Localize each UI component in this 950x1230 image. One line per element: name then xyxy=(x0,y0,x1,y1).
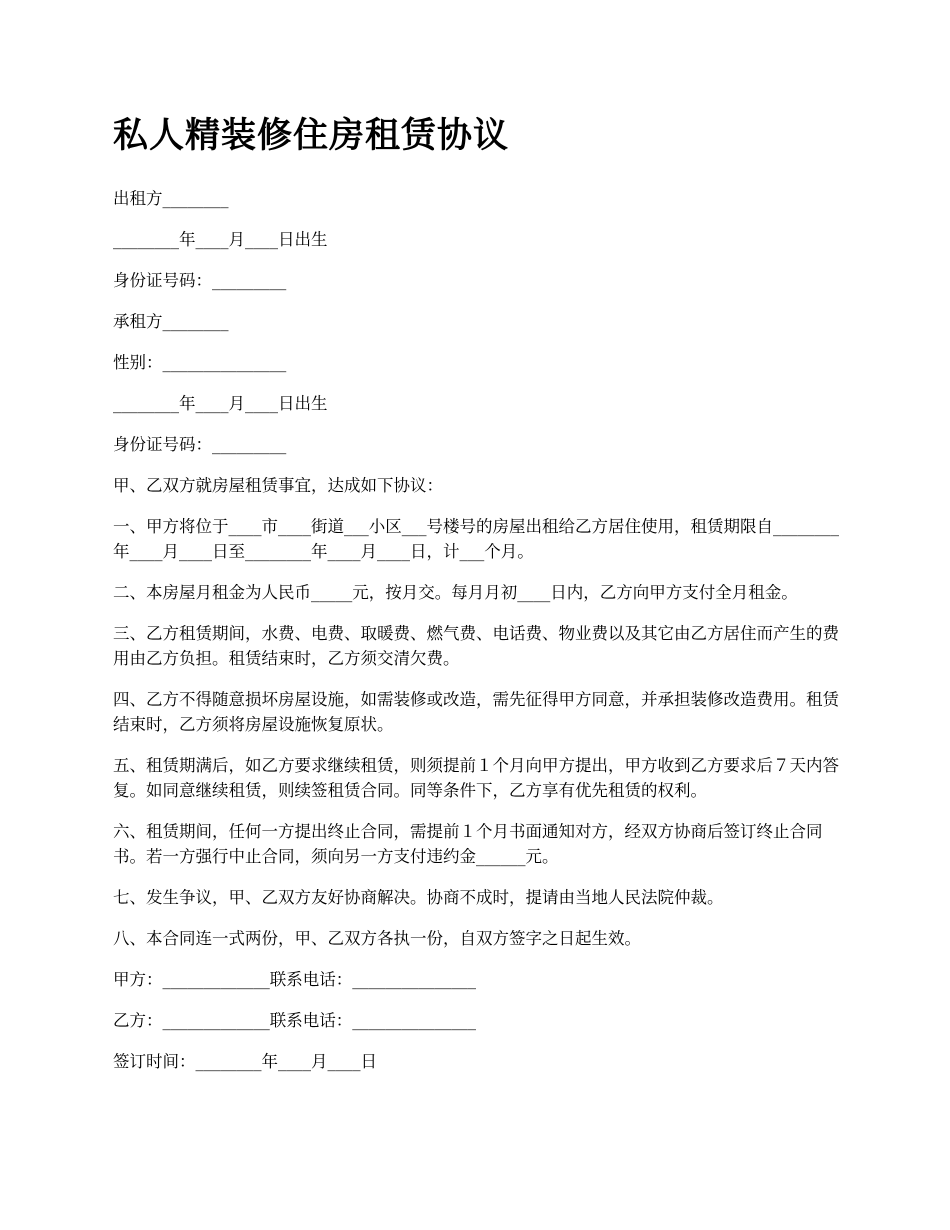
landlord-id-line: 身份证号码：_________ xyxy=(113,271,287,290)
clause-1: 一、甲方将位于____市____街道___小区___号楼号的房屋出租给乙方居住使用，租赁期限自________年____月____日至________年____月____日，计___个月。 xyxy=(113,517,839,561)
document-title: 私人精装修住房租赁协议 xyxy=(113,115,510,156)
tenant-line: 承租方________ xyxy=(113,312,229,331)
landlord-line: 出租方________ xyxy=(113,189,229,208)
clause-5: 五、租赁期满后，如乙方要求继续租赁，则须提前１个月向甲方提出，甲方收到乙方要求后７天内答复。如同意继续租赁，则续签租赁合同。同等条件下，乙方享有优先租赁的权利。 xyxy=(113,756,839,800)
party-b-signature-line: 乙方：_____________联系电话：_______________ xyxy=(113,1011,476,1030)
party-a-signature-line: 甲方：_____________联系电话：_______________ xyxy=(113,970,476,989)
clause-4: 四、乙方不得随意损坏房屋设施，如需装修或改造，需先征得甲方同意，并承担装修改造费用。租赁结束时，乙方须将房屋设施恢复原状。 xyxy=(113,690,839,734)
clause-7: 七、发生争议，甲、乙双方友好协商解决。协商不成时，提请由当地人民法院仲裁。 xyxy=(113,888,724,907)
tenant-birth-line: ________年____月____日出生 xyxy=(113,394,328,413)
document-page xyxy=(113,112,841,1090)
clause-8: 八、本合同连一式两份，甲、乙双方各执一份，自双方签字之日起生效。 xyxy=(113,929,641,948)
tenant-gender-line: 性别：_______________ xyxy=(113,353,287,372)
clause-2: 二、本房屋月租金为人民币_____元，按月交。每月月初____日内，乙方向甲方支付全月租金。 xyxy=(113,583,798,602)
clause-3: 三、乙方租赁期间，水费、电费、取暖费、燃气费、电话费、物业费以及其它由乙方居住而产生的费用由乙方负担。租赁结束时，乙方须交清欠费。 xyxy=(113,624,839,668)
signing-date-line: 签订时间：________年____月____日 xyxy=(113,1052,377,1071)
agreement-intro: 甲、乙双方就房屋租赁事宜，达成如下协议： xyxy=(113,476,443,495)
tenant-id-line: 身份证号码：_________ xyxy=(113,435,287,454)
landlord-birth-line: ________年____月____日出生 xyxy=(113,230,328,249)
clause-6: 六、租赁期间，任何一方提出终止合同，需提前１个月书面通知对方，经双方协商后签订终止合同书。若一方强行中止合同，须向另一方支付违约金______元。 xyxy=(113,822,823,866)
